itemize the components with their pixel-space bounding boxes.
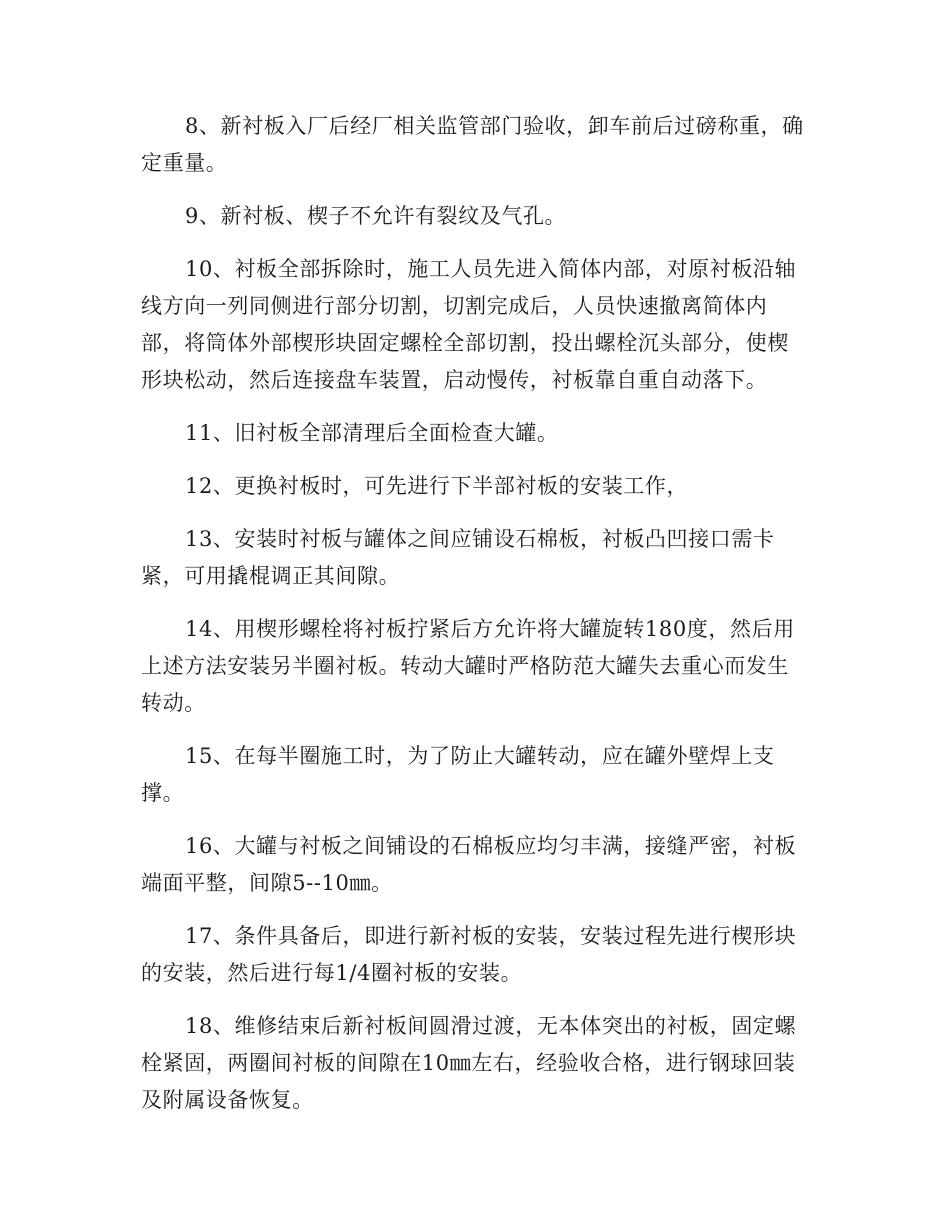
paragraph-item-17: 17、条件具备后，即进行新衬板的安装，安装过程先进行楔形块 的安装，然后进行每1/4圈衬板的安装。	[141, 924, 797, 985]
paragraph-item-12: 12、更换衬板时，可先进行下半部衬板的安装工作，	[185, 474, 689, 498]
paragraph-item-8: 8、新衬板入厂后经厂相关监管部门验收，卸车前后过磅称重，确 定重量。	[141, 114, 804, 175]
paragraph-item-18: 18、维修结束后新衬板间圆滑过渡，无本体突出的衬板，固定螺 栓紧固，两圈间衬板的间隙在10㎜左右，经验收合格，进行钢球回装 及附属设备恢复。	[141, 1014, 797, 1112]
paragraph-item-15: 15、在每半圈施工时，为了防止大罐转动，应在罐外壁焊上支 撑。	[141, 744, 775, 805]
paragraph-item-9: 9、新衬板、楔子不允许有裂纹及气孔。	[185, 204, 567, 228]
paragraph-item-10: 10、衬板全部拆除时，施工人员先进入简体内部，对原衬板沿轴 线方向一列同侧进行部分切割，切割完成后，人员快速撤离简体内 部，将筒体外部楔形块固定螺栓全部切割，投出螺栓沉头部分，使楔 形块松动，然后连接盘车装置，启动慢传，衬板靠自重自动落下。	[141, 257, 797, 392]
document-body	[141, 108, 805, 1135]
paragraph-item-14: 14、用楔形螺栓将衬板拧紧后方允许将大罐旋转180度，然后用 上述方法安装另半圈衬板。转动大罐时严格防范大罐失去重心而发生 转动。	[141, 617, 795, 715]
paragraph-item-16: 16、大罐与衬板之间铺设的石棉板应均匀丰满，接缝严密，衬板 端面平整，间隙5--10㎜。	[141, 834, 797, 895]
paragraph-item-13: 13、安装时衬板与罐体之间应铺设石棉板，衬板凸凹接口需卡 紧，可用撬棍调正其间隙。	[141, 527, 775, 588]
paragraph-item-11: 11、旧衬板全部清理后全面检查大罐。	[185, 421, 559, 445]
